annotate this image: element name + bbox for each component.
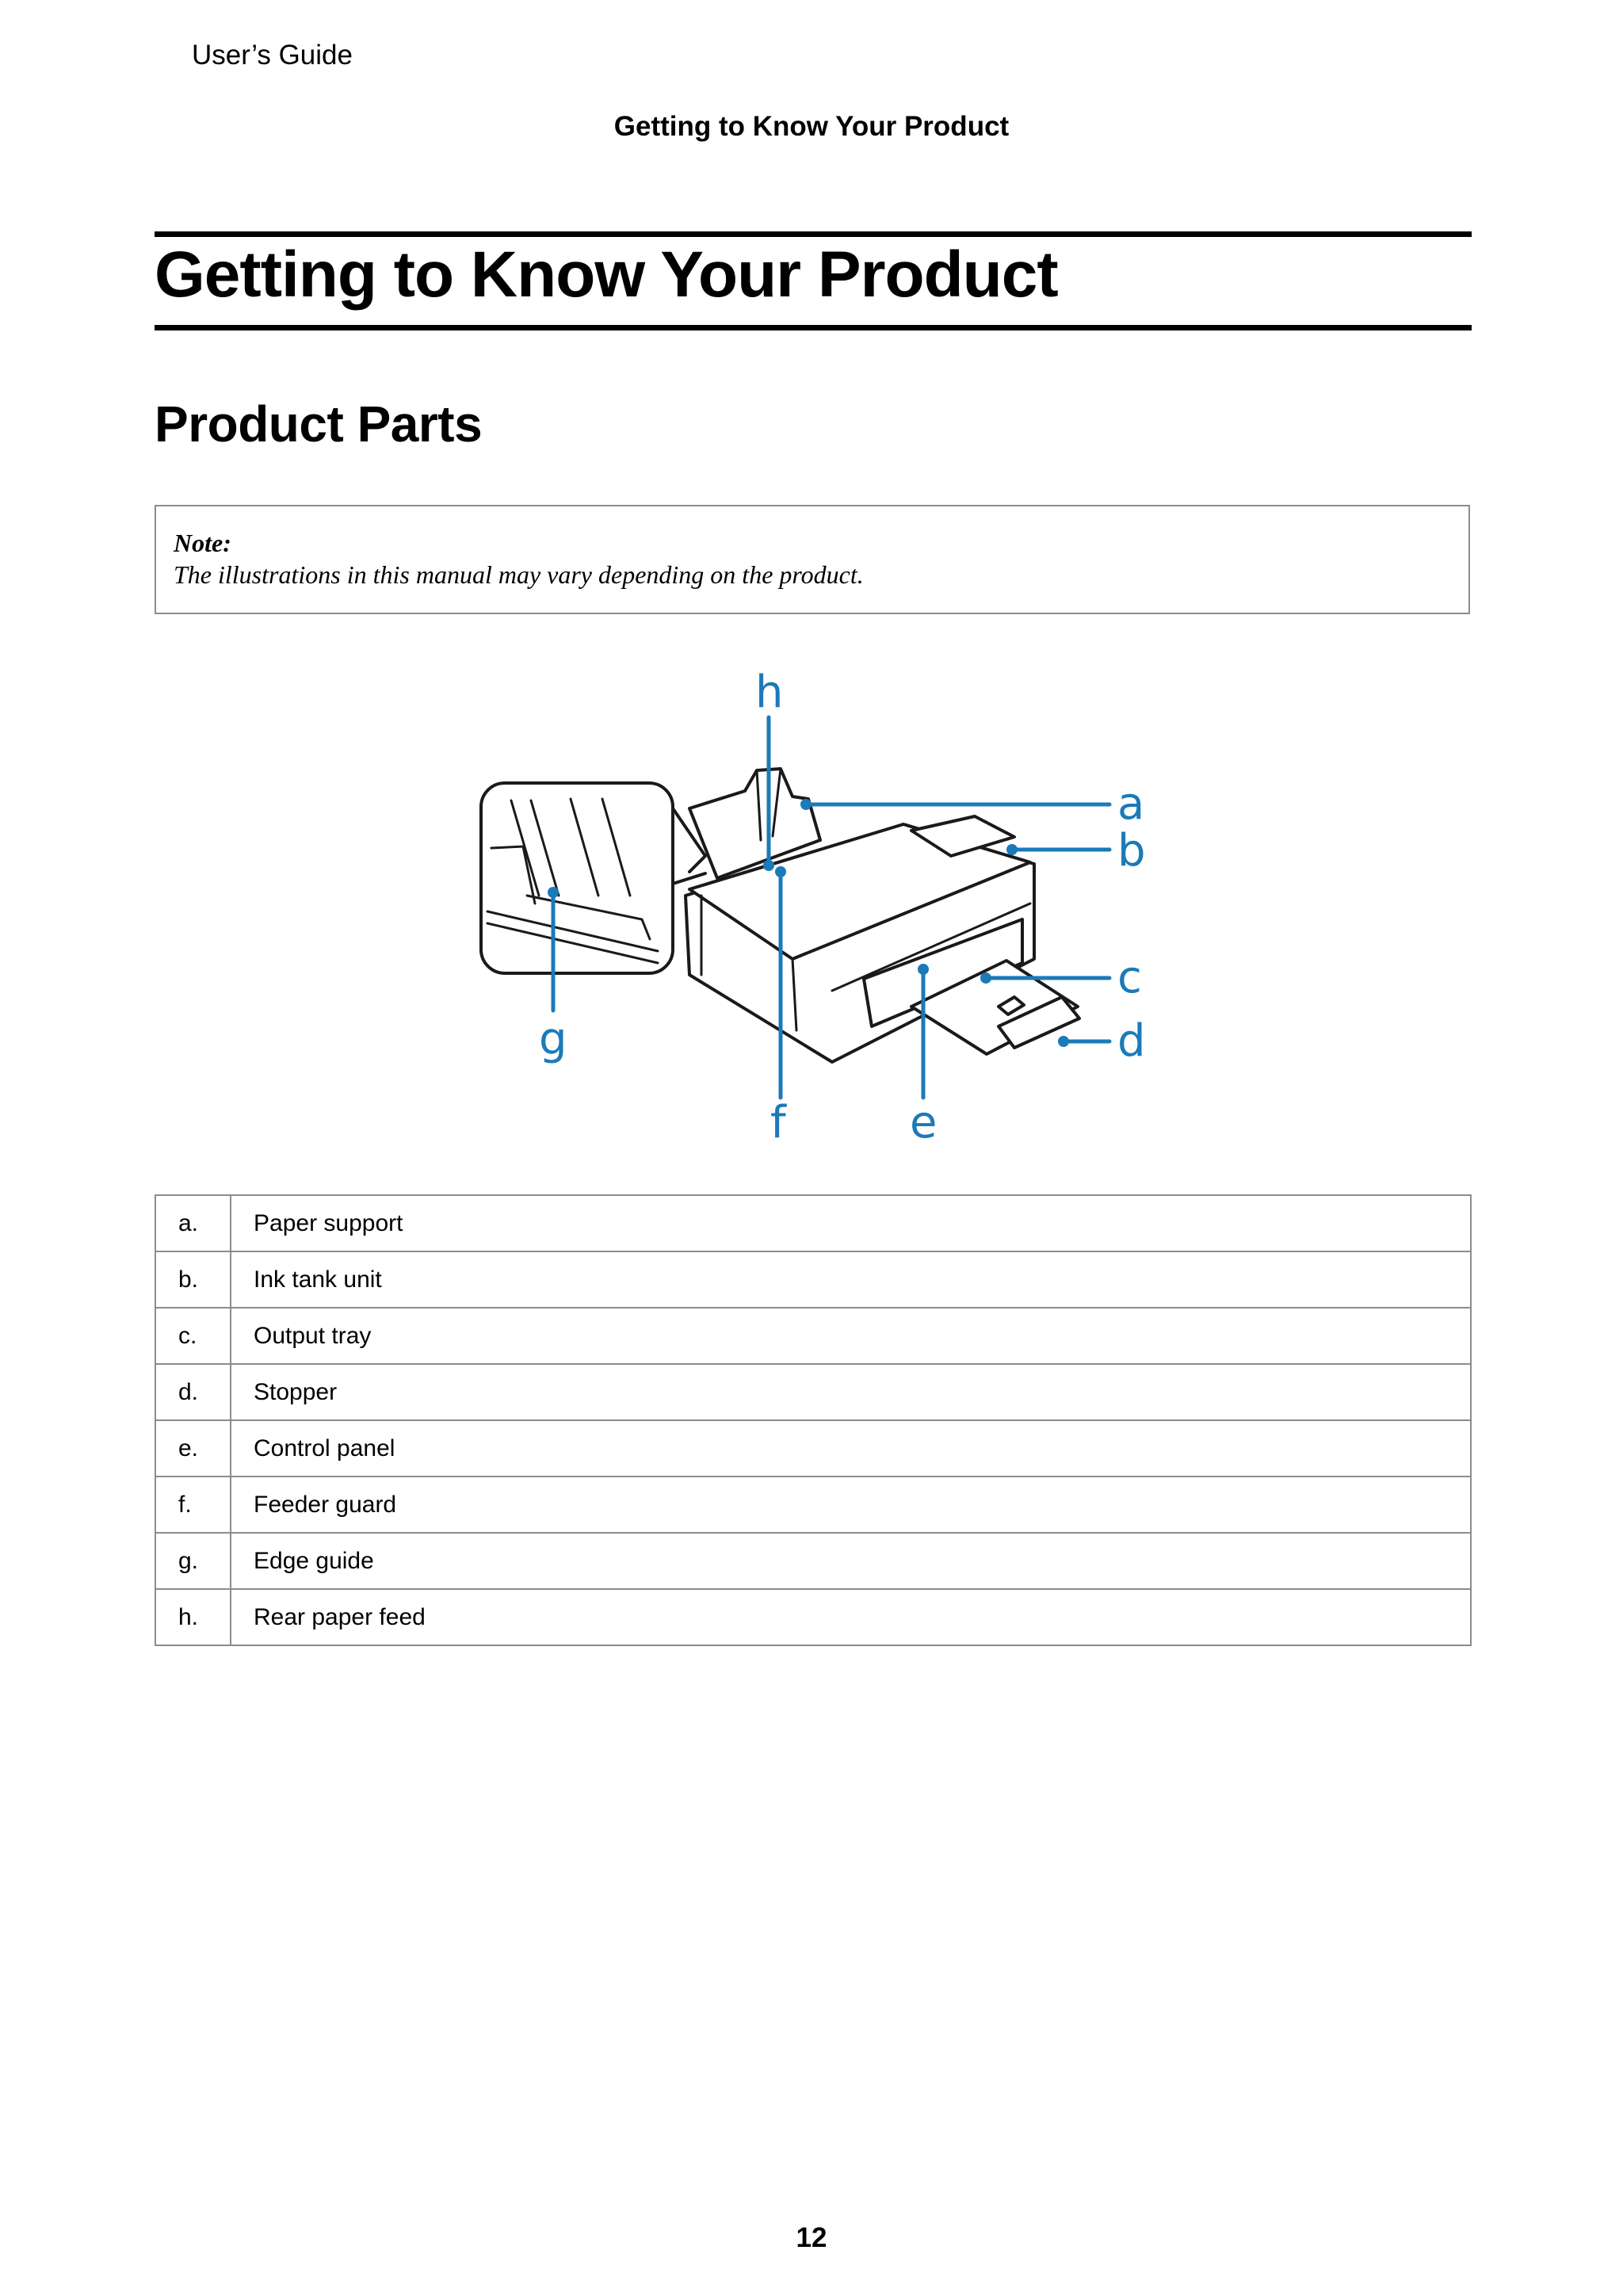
part-name: Control panel [231,1420,1471,1477]
part-letter: c. [155,1308,231,1364]
chapter-rule-bottom [155,325,1472,330]
part-name: Output tray [231,1308,1471,1364]
callout-e: e [910,1097,938,1148]
part-letter: b. [155,1251,231,1308]
chapter-rule-top [155,231,1472,237]
part-letter: a. [155,1195,231,1251]
chapter-title: Getting to Know Your Product [155,239,1058,311]
running-head-guide-title: User’s Guide [192,40,353,71]
part-name: Stopper [231,1364,1471,1420]
part-letter: g. [155,1533,231,1589]
note-label: Note: [174,529,231,557]
part-letter: f. [155,1477,231,1533]
product-parts-table [155,1194,1472,1646]
part-letter: h. [155,1589,231,1645]
product-parts-illustration [460,658,1173,1165]
callout-h: h [755,667,784,718]
table-row [155,1477,1471,1533]
printer-diagram [460,658,1173,1165]
table-row [155,1364,1471,1420]
note-text: The illustrations in this manual may vary depending on the product. [174,560,864,589]
running-head-section: Getting to Know Your Product [613,111,1010,142]
part-letter: e. [155,1420,231,1477]
part-name: Ink tank unit [231,1251,1471,1308]
note-box [155,505,1470,614]
table-row [155,1195,1471,1251]
callout-c: c [1117,952,1142,1003]
callout-b: b [1117,825,1146,877]
part-name: Edge guide [231,1533,1471,1589]
callout-f: f [770,1097,786,1148]
page-number: 12 [796,2222,827,2253]
part-letter: d. [155,1364,231,1420]
table-row [155,1420,1471,1477]
table-row [155,1589,1471,1645]
part-name: Rear paper feed [231,1589,1471,1645]
part-name: Feeder guard [231,1477,1471,1533]
section-title: Product Parts [155,395,483,453]
table-row [155,1308,1471,1364]
table-row [155,1533,1471,1589]
table-row [155,1251,1471,1308]
callout-d: d [1117,1015,1146,1067]
callout-a: a [1117,778,1145,830]
part-name: Paper support [231,1195,1471,1251]
callout-g: g [539,1014,567,1065]
